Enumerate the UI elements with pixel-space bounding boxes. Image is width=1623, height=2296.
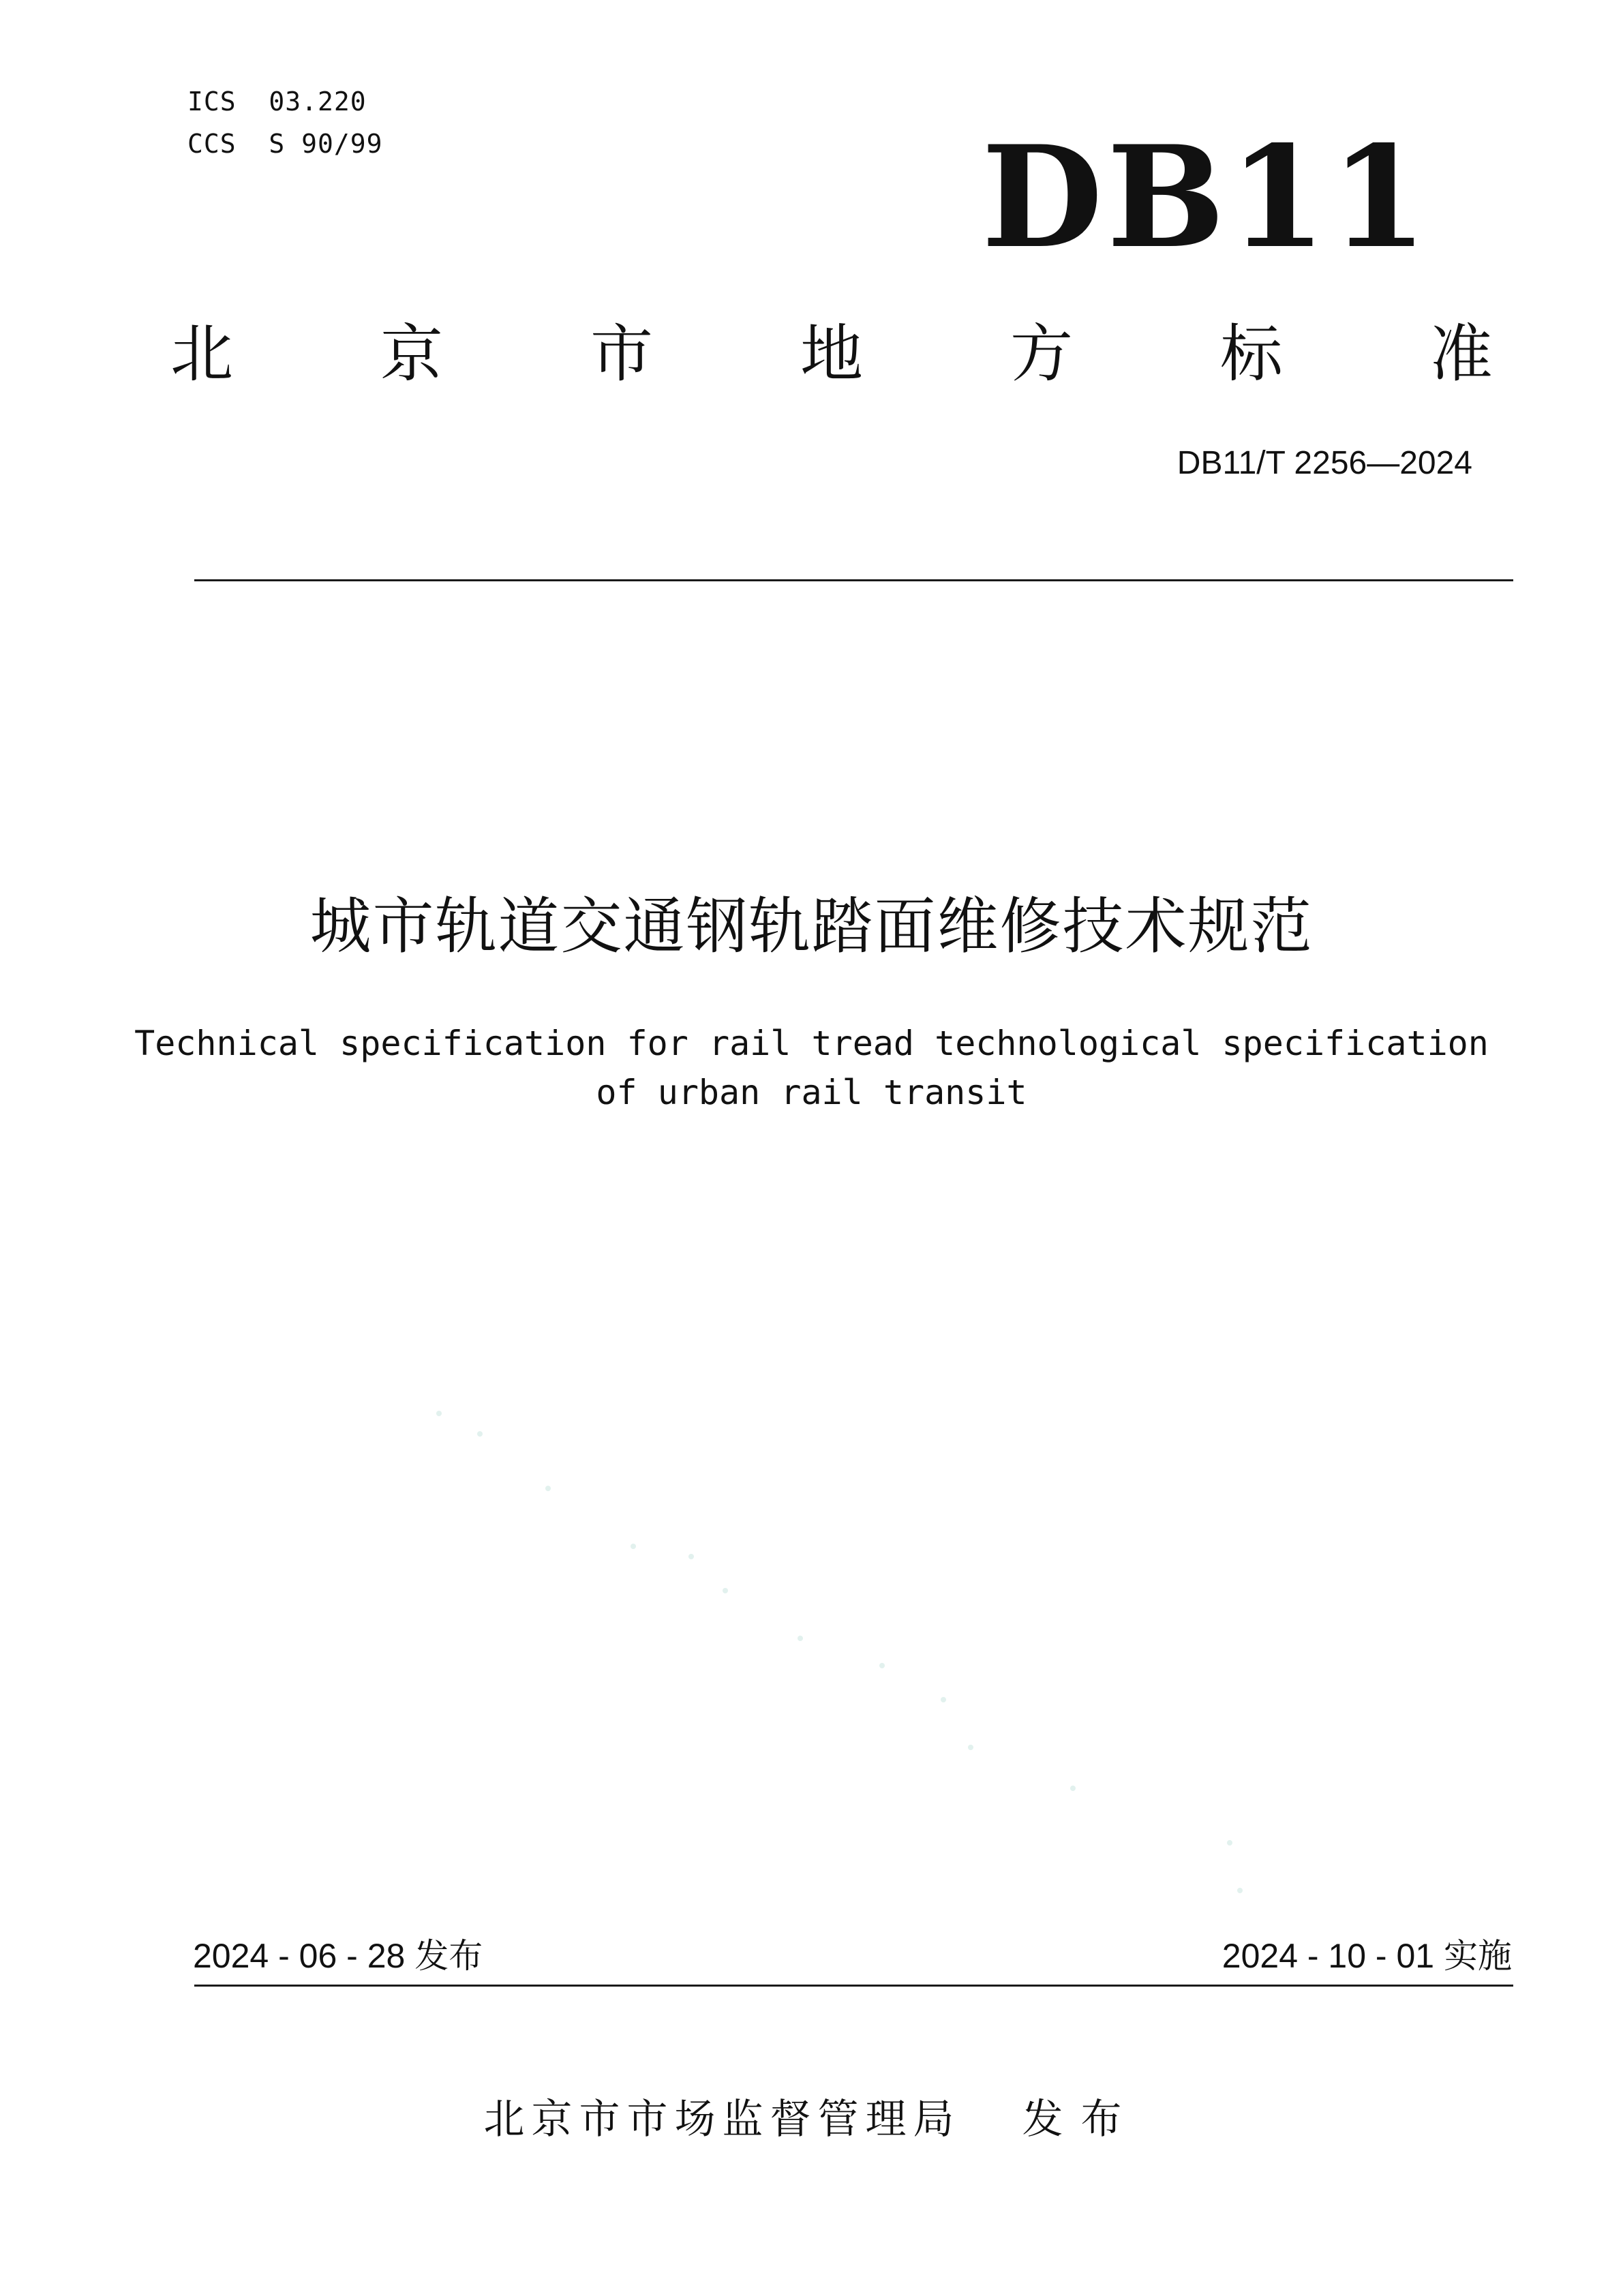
publisher-action: 发布: [1022, 2096, 1140, 2143]
issue-date: 2024 - 06 - 28 发布: [193, 1937, 483, 1975]
standard-type: [170, 310, 1493, 399]
classification-codes: [187, 80, 383, 165]
standard-type-char: 京: [380, 318, 443, 391]
publisher: [0, 2089, 1623, 2150]
db-mark: DB11: [982, 116, 1432, 279]
standard-type-char: 方: [1010, 318, 1073, 391]
top-divider: [194, 579, 1513, 581]
ics-code: ICS 03.220: [187, 87, 367, 117]
publisher-name: 北京市市场监督管理局: [483, 2096, 961, 2143]
title-english: [0, 1019, 1623, 1117]
title-chinese: 城市轨道交通钢轨踏面维修技术规范: [309, 891, 1314, 962]
ccs-code: CCS S 90/99: [187, 129, 383, 159]
standard-number: DB11/T 2256—2024: [1177, 445, 1472, 481]
standard-type-char: 市: [590, 318, 653, 391]
implementation-date: 2024 - 10 - 01 实施: [1222, 1937, 1512, 1975]
standard-type-char: 北: [170, 318, 234, 391]
title-english-line-1: Technical specification for rail tread technological specification: [134, 1024, 1489, 1063]
standard-type-char: 地: [800, 318, 863, 391]
bottom-divider: [194, 1985, 1513, 1987]
title-english-line-2: of urban rail transit: [596, 1073, 1027, 1112]
standard-type-char: 准: [1429, 318, 1493, 391]
standard-type-char: 标: [1219, 318, 1283, 391]
